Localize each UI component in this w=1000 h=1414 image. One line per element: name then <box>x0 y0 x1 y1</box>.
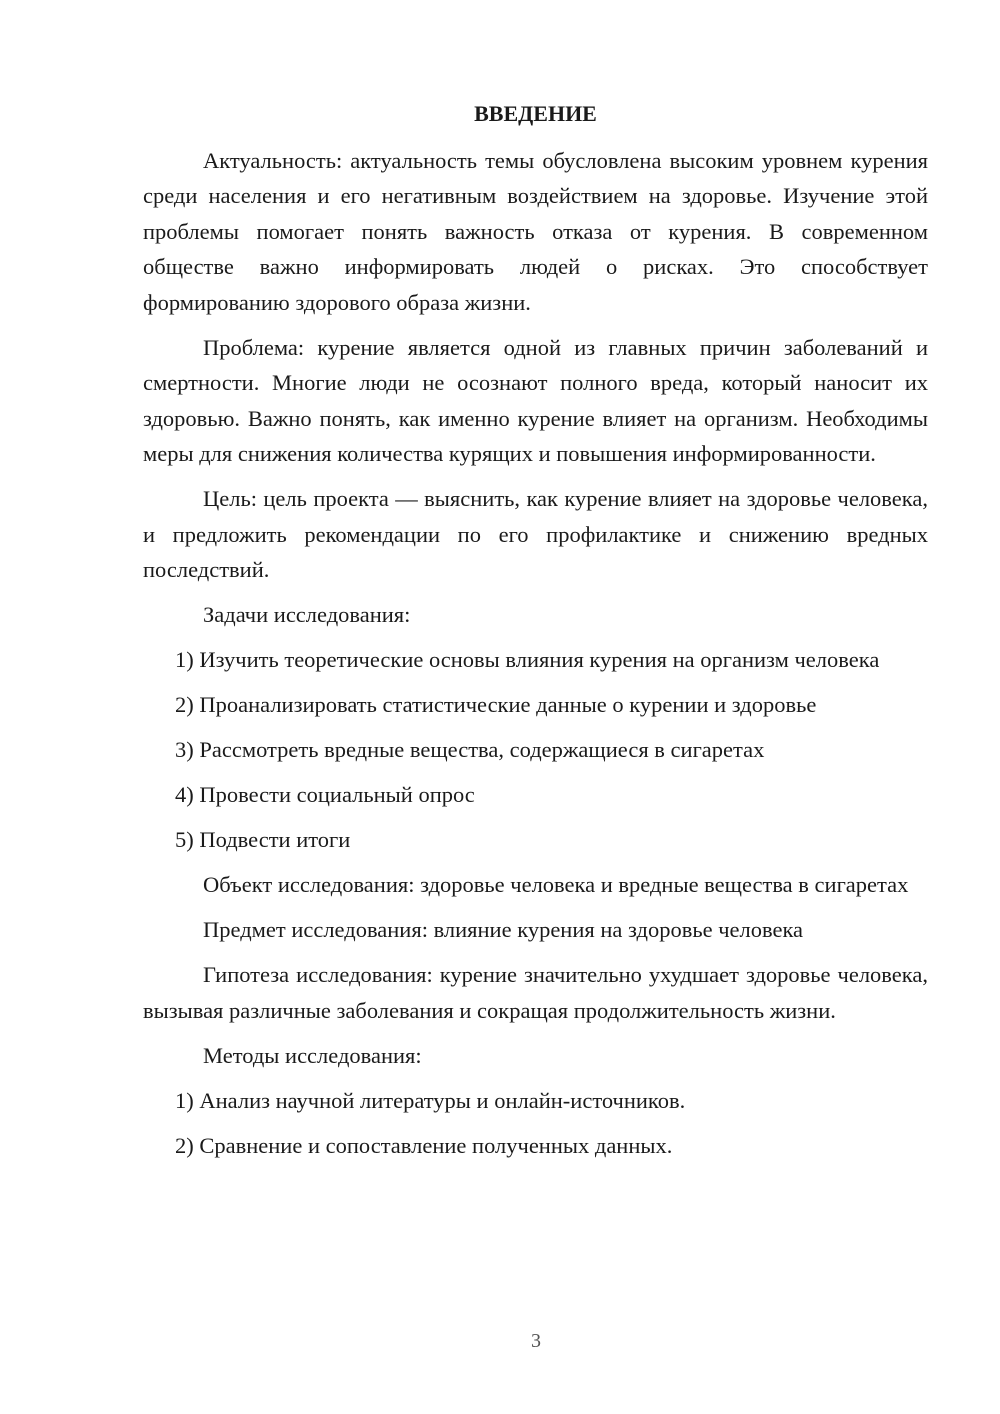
subject-paragraph: Предмет исследования: влияние курения на здоровье человека <box>203 917 804 942</box>
goal-paragraph: Цель: цель проекта — выяснить, как курение влияет на здоровье человека, и предложить рекомендации по его профилактике и снижению вредных последствий. <box>143 486 928 582</box>
task-item: 4) Провести социальный опрос <box>175 782 475 807</box>
page-number: 3 <box>531 1330 541 1352</box>
hypothesis-paragraph: Гипотеза исследования: курение значительно ухудшает здоровье человека, вызывая различные заболевания и сокращая продолжительность жизни. <box>143 962 928 1023</box>
method-item: 2) Сравнение и сопоставление полученных данных. <box>175 1132 673 1158</box>
document-page <box>143 96 928 1173</box>
task-item: 1) Изучить теоретические основы влияния курения на организм человека <box>175 647 880 672</box>
page-title: ВВЕДЕНИЕ <box>474 101 597 126</box>
method-item: 1) Анализ научной литературы и онлайн-источников. <box>175 1087 686 1113</box>
task-item: 3) Рассмотреть вредные вещества, содержащиеся в сигаретах <box>175 737 765 762</box>
task-item: 5) Подвести итоги <box>175 827 351 852</box>
relevance-paragraph: Актуальность: актуальность темы обусловлена высоким уровнем курения среди населения и его негативным воздействием на здоровье. Изучение этой проблемы помогает понять важность отказа от курения. В современном обществе важно информировать людей о рисках. Это способствует формированию здорового образа жизни. <box>143 147 928 315</box>
problem-paragraph: Проблема: курение является одной из главных причин заболеваний и смертности. Многие люди не осознают полного вреда, который наносит их здоровью. Важно понять, как именно курение влияет на организм. Необходимы меры для снижения количества курящих и повышения информированности. <box>143 334 928 466</box>
object-paragraph: Объект исследования: здоровье человека и вредные вещества в сигаретах <box>203 872 909 897</box>
tasks-heading: Задачи исследования: <box>203 602 411 627</box>
methods-heading: Методы исследования: <box>203 1042 422 1068</box>
task-item: 2) Проанализировать статистические данные о курении и здоровье <box>175 692 817 717</box>
